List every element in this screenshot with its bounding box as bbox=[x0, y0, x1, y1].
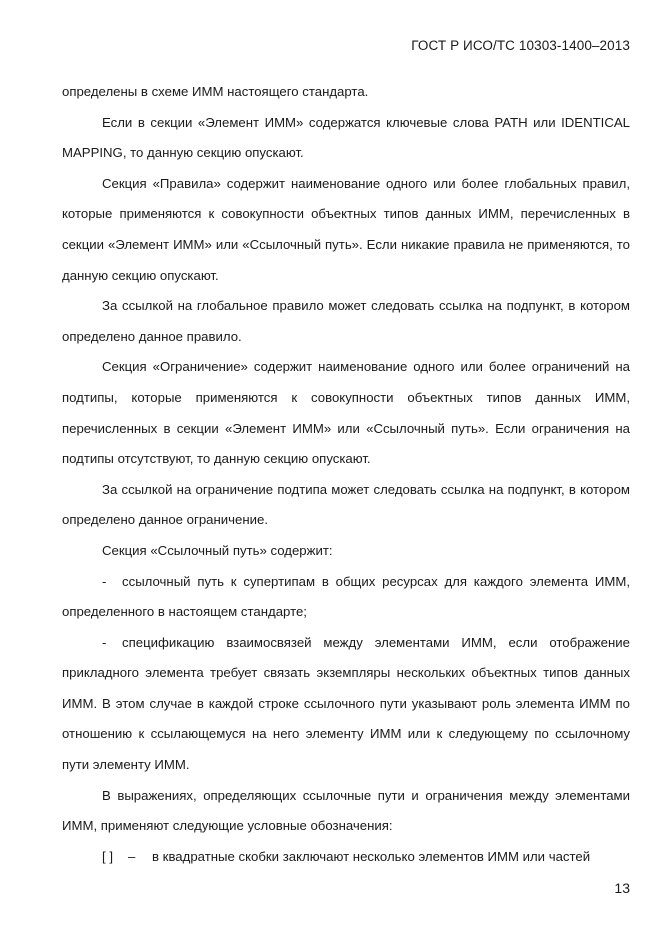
document-header: ГОСТ Р ИСО/ТС 10303-1400–2013 bbox=[411, 38, 630, 53]
paragraph-constraint-section: Секция «Ограничение» содержит наименование одного или более ограничений на подтипы, которые применяются к совокупности объектных типов данных ИММ, перечисленных в секции «Элемент ИММ» или «Ссылочный путь». Если ограничения на подтипы отсутствуют, то данную секцию опускают. bbox=[62, 359, 630, 467]
page-number: 13 bbox=[614, 880, 630, 896]
paragraph-mim-element-keywords: Если в секции «Элемент ИММ» содержатся ключевые слова PATH или IDENTICAL MAPPING, то данную секцию опускают. bbox=[62, 114, 630, 161]
notation-dash: – bbox=[128, 848, 136, 864]
notation-symbol: [ ] bbox=[102, 848, 113, 864]
paragraph-notation-intro: В выражениях, определяющих ссылочные пути и ограничения между элементами ИММ, применяют следующие условные обозначения: bbox=[62, 787, 630, 834]
notation-text: в квадратные скобки заключают несколько элементов ИММ или частей bbox=[152, 848, 591, 864]
list-item-relationships bbox=[62, 628, 630, 781]
document-body bbox=[62, 77, 630, 872]
paragraph-continuation: определены в схеме ИММ настоящего стандарта. bbox=[62, 84, 369, 99]
list-item-text: ссылочный путь к супертипам в общих ресурсах для каждого элемента ИММ, определенного в настоящем стандарте; bbox=[62, 573, 630, 620]
list-dash: - bbox=[102, 573, 107, 589]
list-item-supertypes bbox=[62, 567, 630, 628]
paragraph-reference-path-intro: Секция «Ссылочный путь» содержит: bbox=[102, 542, 333, 558]
list-item-text: спецификацию взаимосвязей между элементами ИММ, если отображение прикладного элемента требует связать экземпляры нескольких объектных типов данных ИММ. В этом случае в каждой строке ссылочного пути указывают роль элемента ИММ по отношению к ссылающемуся на него элементу ИММ или к следующему по ссылочному пути элементу ИММ. bbox=[62, 634, 630, 773]
paragraph-constraint-reference: За ссылкой на ограничение подтипа может следовать ссылка на подпункт, в котором определено данное ограничение. bbox=[62, 481, 630, 528]
list-dash: - bbox=[102, 634, 107, 650]
paragraph-global-rule-reference: За ссылкой на глобальное правило может следовать ссылка на подпункт, в котором определено данное правило. bbox=[62, 298, 630, 344]
paragraph-rules-section: Секция «Правила» содержит наименование одного или более глобальных правил, которые применяются к совокупности объектных типов данных ИММ, перечисленных в секции «Элемент ИММ» или «Ссылочный путь». Если никакие правила не применяются, то данную секцию опускают. bbox=[62, 175, 630, 283]
notation-item-square-brackets bbox=[62, 842, 630, 873]
